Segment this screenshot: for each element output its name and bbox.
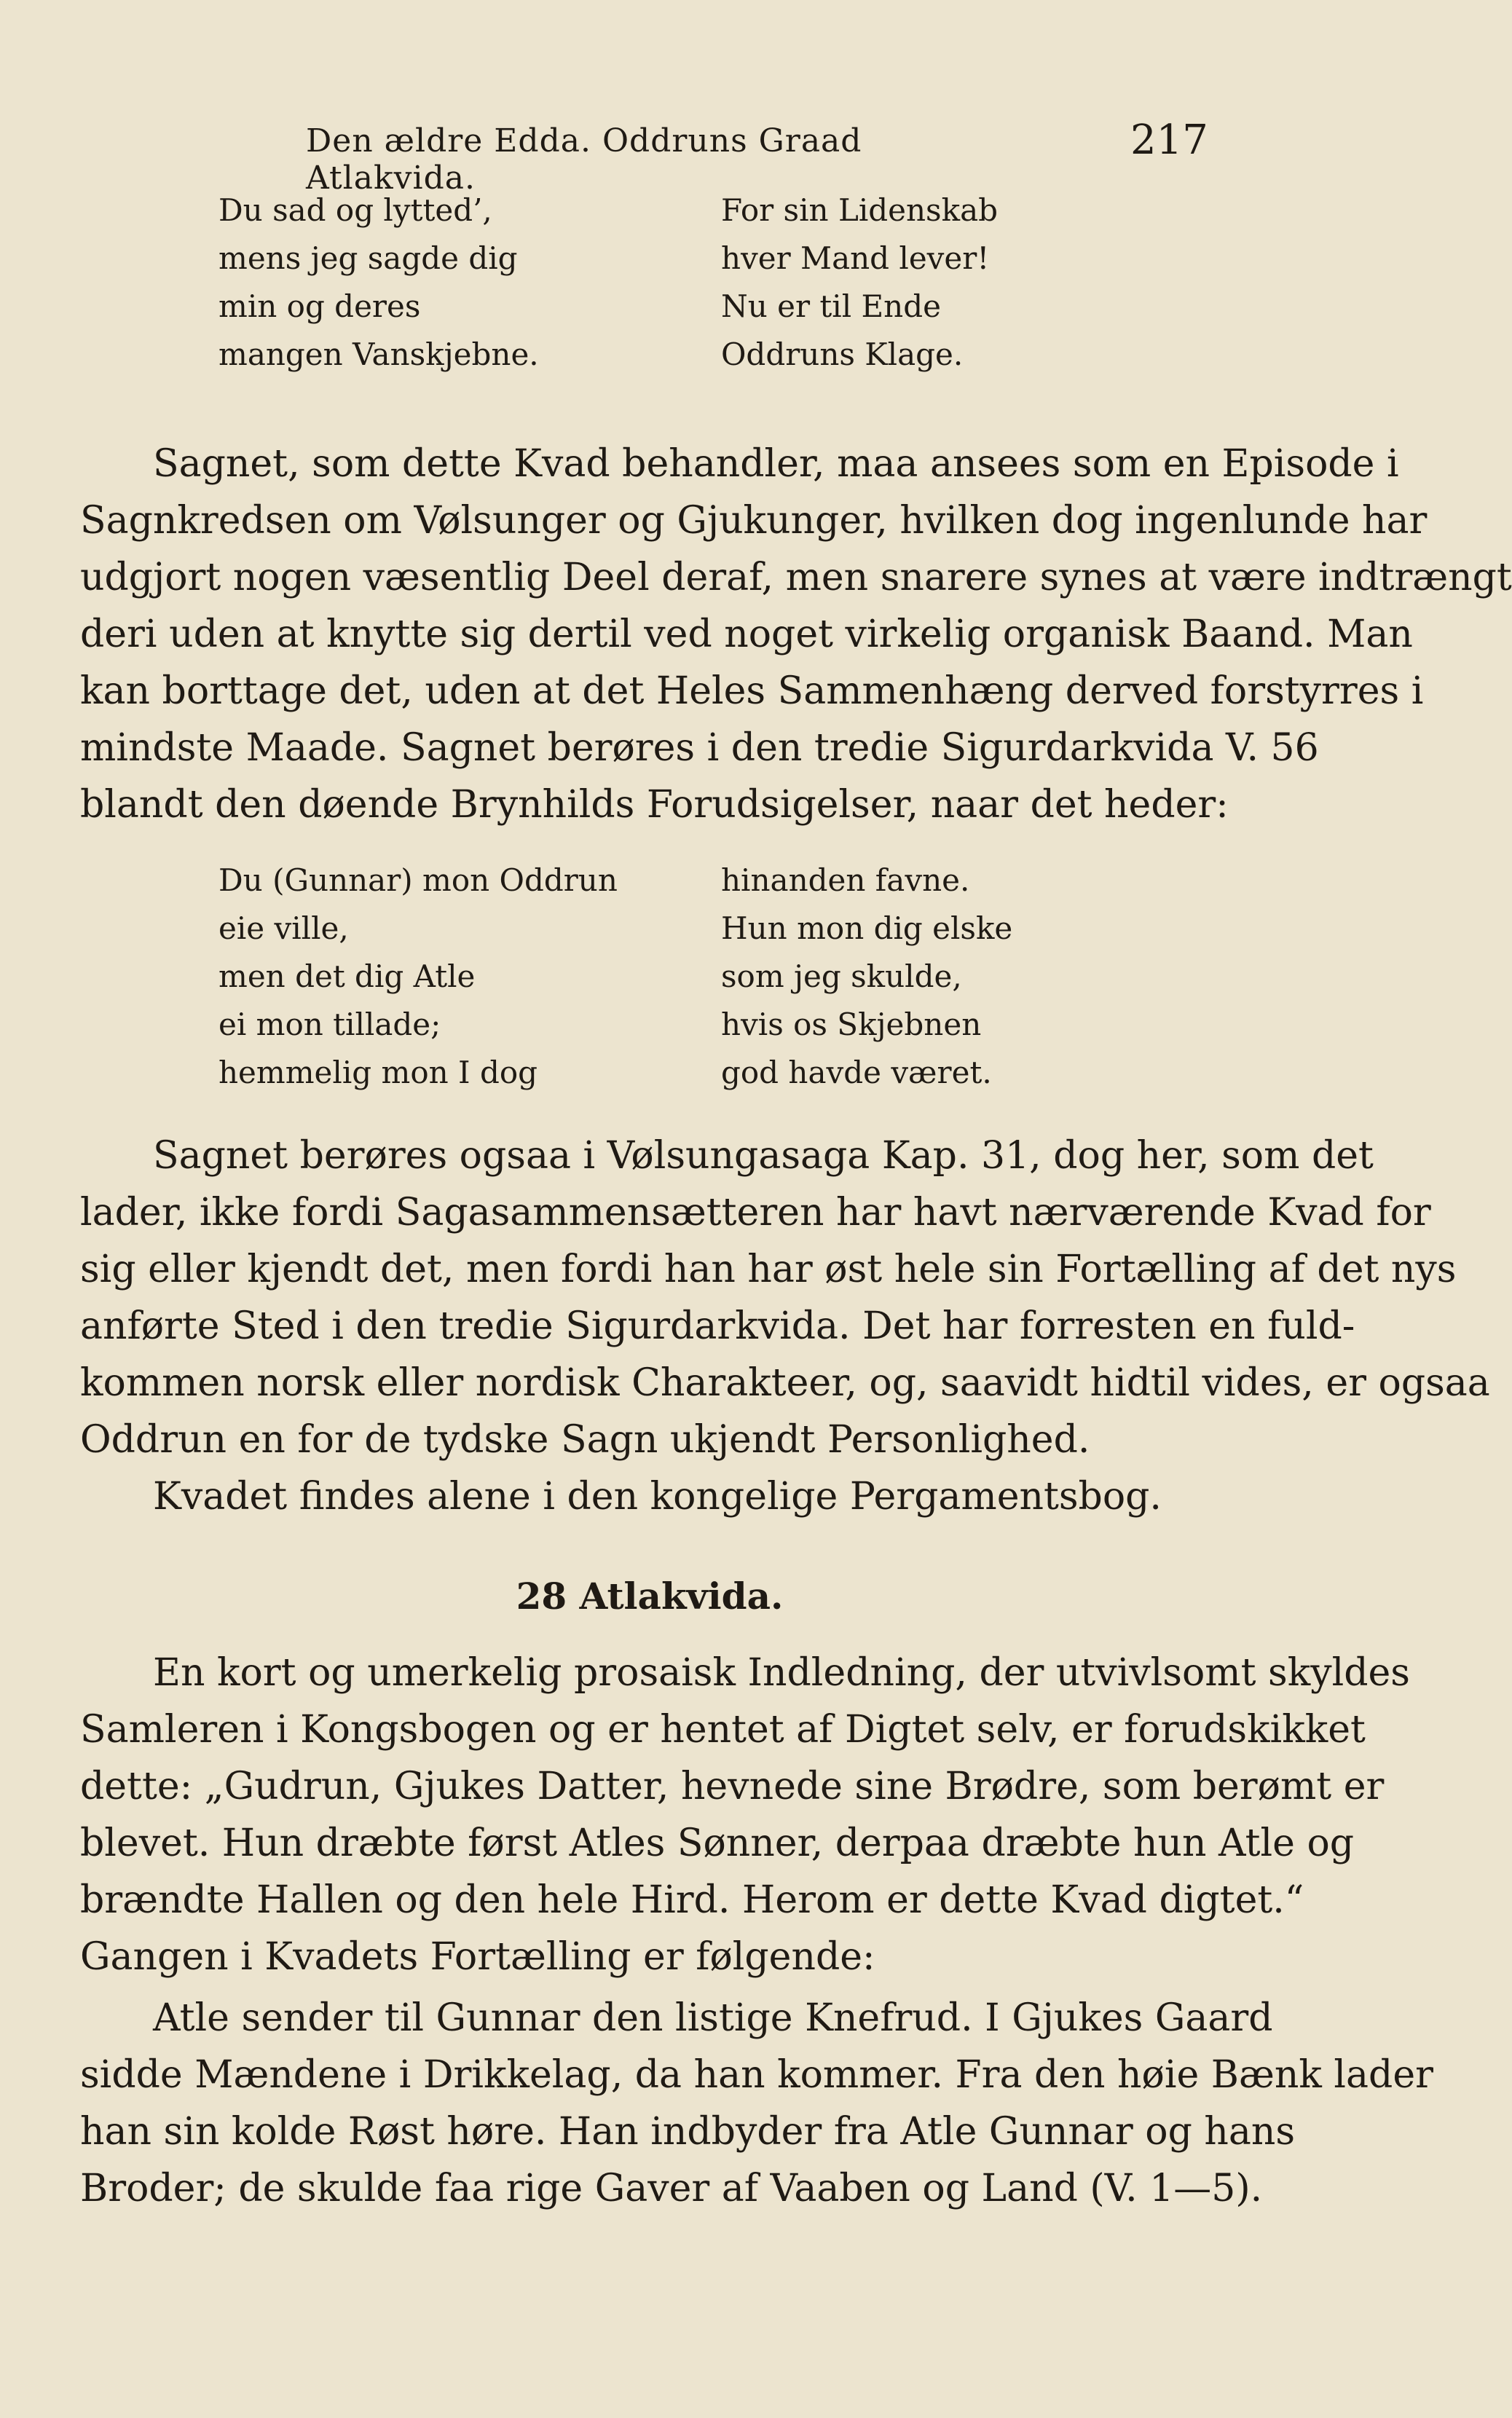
verse-line: mens jeg sagde dig bbox=[218, 240, 518, 276]
verse-2-right-column bbox=[721, 856, 1012, 1097]
paragraph-3 bbox=[80, 1468, 1194, 1525]
text-line: Samleren i Kongsbogen og er hentet af Digtet selv, er forudskikket bbox=[80, 1708, 1366, 1752]
verse-line: mangen Vanskjebne. bbox=[218, 336, 539, 372]
verse-line: min og deres bbox=[218, 288, 421, 324]
text-line: udgjort nogen væsentlig Deel deraf, men snarere synes at være indtrængt bbox=[80, 556, 1512, 599]
text-line: Kvadet findes alene i den kongelige Pergamentsbog. bbox=[153, 1475, 1162, 1519]
text-line: kan borttage det, uden at det Heles Sammenhæng derved forstyrres i bbox=[80, 669, 1424, 713]
verse-line: god havde været. bbox=[721, 1055, 992, 1090]
text-line: En kort og umerkelig prosaisk Indledning, der utvivlsomt skyldes bbox=[153, 1651, 1410, 1695]
text-line: anførte Sted i den tredie Sigurdarkvida. Det har forresten en fuld- bbox=[80, 1304, 1355, 1348]
text-line: brændte Hallen og den hele Hird. Herom er dette Kvad digtet.“ bbox=[80, 1878, 1304, 1922]
text-line: Atle sender til Gunnar den listige Knefrud. I Gjukes Gaard bbox=[153, 1996, 1273, 2040]
verse-line: For sin Lidenskab bbox=[721, 192, 998, 228]
text-line: Sagnet, som dette Kvad behandler, maa ansees som en Episode i bbox=[153, 442, 1399, 486]
verse-line: Nu er til Ende bbox=[721, 288, 941, 324]
text-line: han sin kolde Røst høre. Han indbyder fra Atle Gunnar og hans bbox=[80, 2110, 1296, 2154]
text-line: Sagnet berøres ogsaa i Vølsungasaga Kap. 31, dog her, som det bbox=[153, 1134, 1374, 1178]
page-number: 217 bbox=[1130, 117, 1208, 164]
verse-1-right-column bbox=[721, 186, 998, 379]
section-heading: 28 Atlakvida. bbox=[516, 1575, 784, 1618]
verse-line: Hun mon dig elske bbox=[721, 910, 1013, 946]
verse-line: Du sad og lytted’, bbox=[218, 192, 492, 228]
paragraph-2 bbox=[80, 1127, 1490, 1468]
verse-line: hemmelig mon I dog bbox=[218, 1055, 538, 1090]
text-line: mindste Maade. Sagnet berøres i den tredie Sigurdarkvida V. 56 bbox=[80, 726, 1319, 770]
verse-2-left-column bbox=[218, 856, 618, 1097]
verse-line: eie ville, bbox=[218, 910, 349, 946]
verse-line: som jeg skulde, bbox=[721, 958, 962, 994]
text-line: lader, ikke fordi Sagasammensætteren har havt nærværende Kvad for bbox=[80, 1191, 1431, 1234]
verse-1-left-column bbox=[218, 186, 539, 379]
text-line: Gangen i Kvadets Fortælling er følgende: bbox=[80, 1935, 875, 1979]
verse-line: hver Mand lever! bbox=[721, 240, 990, 276]
text-line: deri uden at knytte sig dertil ved noget virkelig organisk Baand. Man bbox=[80, 613, 1413, 656]
running-title: Den ældre Edda. Oddruns Graad Atlakvida. bbox=[306, 122, 862, 197]
text-line: kommen norsk eller nordisk Charakteer, og, saavidt hidtil vides, er ogsaa bbox=[80, 1361, 1490, 1405]
text-line: Oddrun en for de tydske Sagn ukjendt Personlighed. bbox=[80, 1418, 1090, 1462]
verse-line: Du (Gunnar) mon Oddrun bbox=[218, 862, 618, 898]
verse-line: men det dig Atle bbox=[218, 958, 476, 994]
verse-line: hvis os Skjebnen bbox=[721, 1007, 982, 1042]
text-line: Sagnkredsen om Vølsunger og Gjukunger, hvilken dog ingenlunde har bbox=[80, 499, 1428, 543]
text-line: dette: „Gudrun, Gjukes Datter, hevnede sine Brødre, som berømt er bbox=[80, 1765, 1385, 1808]
paragraph-4 bbox=[80, 1645, 1410, 1985]
text-line: sig eller kjendt det, men fordi han har øst hele sin Fortælling af det nys bbox=[80, 1248, 1457, 1291]
text-line: blevet. Hun dræbte først Atles Sønner, derpaa dræbte hun Atle og bbox=[80, 1822, 1355, 1865]
text-line: sidde Mændene i Drikkelag, da han kommer. Fra den høie Bænk lader bbox=[80, 2053, 1433, 2097]
verse-line: hinanden favne. bbox=[721, 862, 970, 898]
text-line: Broder; de skulde faa rige Gaver af Vaaben og Land (V. 1—5). bbox=[80, 2167, 1263, 2210]
paragraph-5 bbox=[80, 1990, 1433, 2217]
verse-line: Oddruns Klage. bbox=[721, 336, 964, 372]
text-line: blandt den døende Brynhilds Forudsigelser, naar det heder: bbox=[80, 783, 1229, 827]
paragraph-1 bbox=[80, 436, 1512, 833]
verse-line: ei mon tillade; bbox=[218, 1007, 441, 1042]
